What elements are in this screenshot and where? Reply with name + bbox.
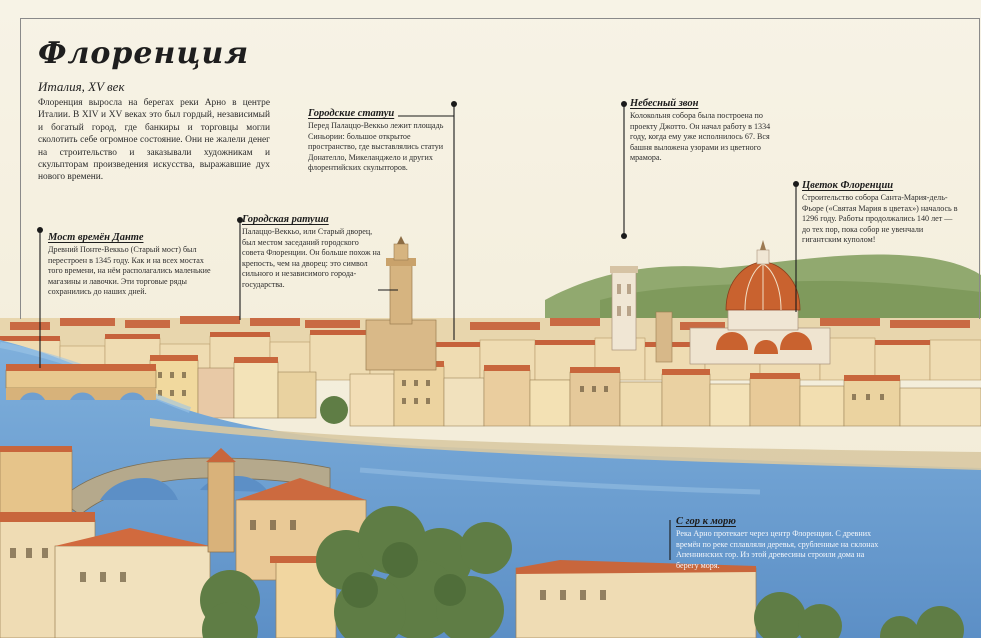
note-bridge-heading: Мост времён Данте	[48, 232, 144, 243]
note-bridge-body: Древний Понте-Веккьо (Старый мост) был перестроен в 1345 году. Как и на всех мостах того времени, на нём располагались маленькие магазины и лавочки. Эти торговые ряды сохранились до наших дней.	[48, 245, 211, 297]
giotto-campanile	[610, 266, 638, 350]
note-sea	[676, 516, 881, 571]
note-statues-heading: Городские статуи	[308, 108, 395, 119]
note-sea-heading: С гор к морю	[676, 516, 736, 527]
note-statues	[308, 108, 458, 174]
note-townhall-body: Палаццо-Веккьо, или Старый дворец, был местом заседаний городского совета Флоренции. Он больше похож на крепость, чем на дворец: это символ сильного и независимого города-государства.	[242, 227, 381, 289]
note-bell-heading: Небесный звон	[630, 98, 699, 109]
note-townhall	[242, 214, 382, 291]
note-statues-body: Перед Палаццо-Веккьо лежит площадь Синьории: большое открытое пространство, где выставлялись статуи Донателло, Микеланджело и других флорентийских скульпторов.	[308, 121, 444, 173]
intro-paragraph: Флоренция выросла на берегах реки Арно в центре Италии. В XIV и XV веках это был гордый, независимый и богатый город, где банкиры и торговцы могли сколотить себе огромное состояние. Они не жалели денег на строительство и заказывали художникам и скульпторам произведения искусства, выражавшие дух нового времени.	[38, 98, 270, 183]
ponte-vecchio-bridge	[6, 364, 156, 400]
page-title: Флоренция	[38, 36, 250, 71]
note-bridge	[48, 232, 216, 298]
note-townhall-heading: Городская ратуша	[242, 214, 329, 225]
note-flower-heading: Цветок Флоренции	[802, 180, 894, 191]
note-bell-body: Колокольня собора была построена по проекту Джотто. Он начал работу в 1334 году, когда ему уже исполнилось 67. Вся башня выложена узорами из цветного мрамора.	[630, 111, 771, 163]
note-sea-body: Река Арно протекает через центр Флоренции. С древних времён по реке сплавляли деревья, срубленные на склонах Апеннинских гор. Из этой древесины строили дома на берегу моря.	[676, 529, 879, 570]
page-subtitle: Италия, XV век	[38, 79, 125, 94]
note-flower-body: Строительство собора Санта-Мария-дель-Фьоре («Святая Мария в цветах») началось в 1296 году. Работы продолжались 140 лет — до тех пор, пока собор не увенчали гигантским куполом!	[802, 193, 958, 245]
note-flower	[802, 180, 960, 246]
note-bell	[630, 98, 780, 164]
